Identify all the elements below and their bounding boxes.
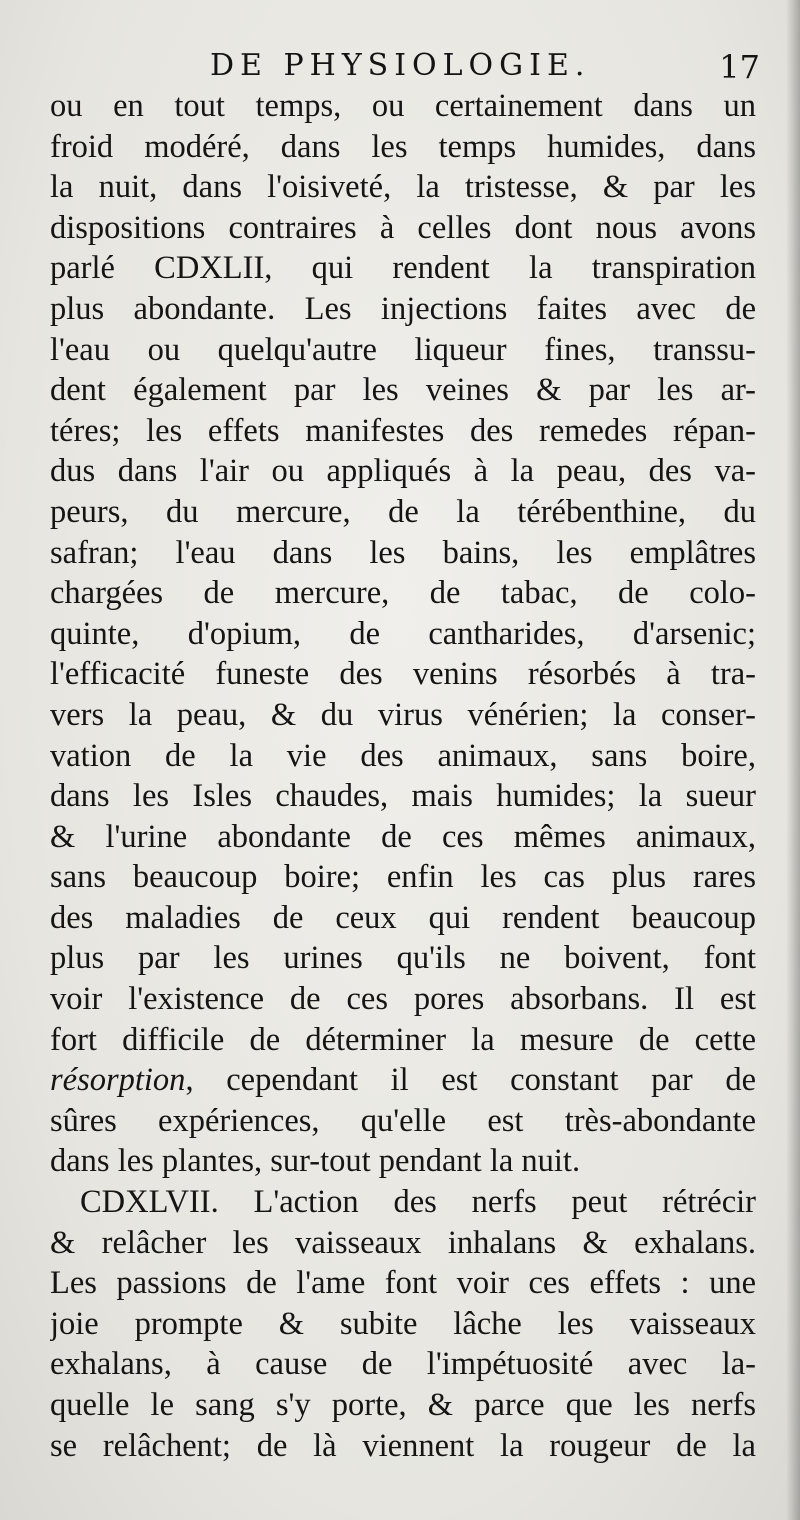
text-line: des maladies de ceux qui rendent beaucoup: [50, 899, 756, 936]
text-line: quinte, d'opium, de cantharides, d'arsenic;: [50, 615, 756, 652]
text-line: parlé CDXLII, qui rendent la transpiration: [50, 250, 756, 287]
text-line: l'efficacité funeste des venins résorbés à tra-: [50, 656, 756, 693]
page-edge-shadow: [786, 0, 800, 1520]
text-line: joie prompte & subite lâche les vaisseaux: [50, 1305, 756, 1342]
text-line: sûres expériences, qu'elle est très-abondante: [50, 1102, 756, 1139]
italic-term: résorption: [50, 1062, 186, 1099]
text-line: & l'urine abondante de ces mêmes animaux,: [50, 818, 756, 855]
paragraph-end-line: dans les plantes, sur-tout pendant la nuit.: [50, 1143, 581, 1180]
text-line: dispositions contraires à celles dont nous avons: [50, 209, 756, 246]
text-line: chargées de mercure, de tabac, de colo-: [50, 575, 756, 612]
text-line: sans beaucoup boire; enfin les cas plus rares: [50, 859, 756, 896]
text-line: peurs, du mercure, de la térébenthine, du: [50, 493, 756, 530]
text-line: Les passions de l'ame font voir ces effets : une: [50, 1265, 756, 1302]
text-line: voir l'existence de ces pores absorbans. Il est: [50, 981, 756, 1018]
text-line-mixed: [50, 1060, 756, 1101]
text-line: & relâcher les vaisseaux inhalans & exhalans.: [50, 1224, 756, 1261]
text-line: fort difficile de déterminer la mesure de cette: [50, 1021, 756, 1058]
text-line: la nuit, dans l'oisiveté, la tristesse, & par les: [50, 169, 756, 206]
running-head: DE PHYSIOLOGIE.: [210, 48, 591, 83]
text-line: dent également par les veines & par les ar-: [50, 372, 756, 409]
text-line: vation de la vie des animaux, sans boire,: [50, 737, 756, 774]
paragraph-start-line: CDXLVII. L'action des nerfs peut rétrécir: [80, 1184, 756, 1221]
text-line: safran; l'eau dans les bains, les emplâtres: [50, 534, 756, 571]
text-line: vers la peau, & du virus vénérien; la conser-: [50, 696, 756, 733]
text-line: ou en tout temps, ou certainement dans un: [50, 88, 756, 124]
text-line: quelle le sang s'y porte, & parce que les nerfs: [50, 1387, 756, 1423]
text-line: l'eau ou quelqu'autre liqueur fines, transsu-: [50, 331, 756, 368]
text-line: plus par les urines qu'ils ne boivent, font: [50, 940, 756, 977]
text-line: froid modéré, dans les temps humides, dans: [50, 128, 756, 165]
text-line: exhalans, à cause de l'impétuosité avec la-: [50, 1346, 756, 1383]
text-line: dus dans l'air ou appliqués à la peau, des va-: [50, 453, 756, 490]
text-line: dans les Isles chaudes, mais humides; la sueur: [50, 778, 756, 815]
text-line: téres; les effets manifestes des remedes répan-: [50, 412, 756, 449]
text-line: se relâchent; de là viennent la rougeur de la: [50, 1427, 756, 1464]
body-text: [50, 86, 756, 1466]
text-fragment: , cependant il est constant par de: [185, 1062, 756, 1099]
text-line: plus abondante. Les injections faites avec de: [50, 290, 756, 327]
page-number: 17: [719, 48, 760, 86]
